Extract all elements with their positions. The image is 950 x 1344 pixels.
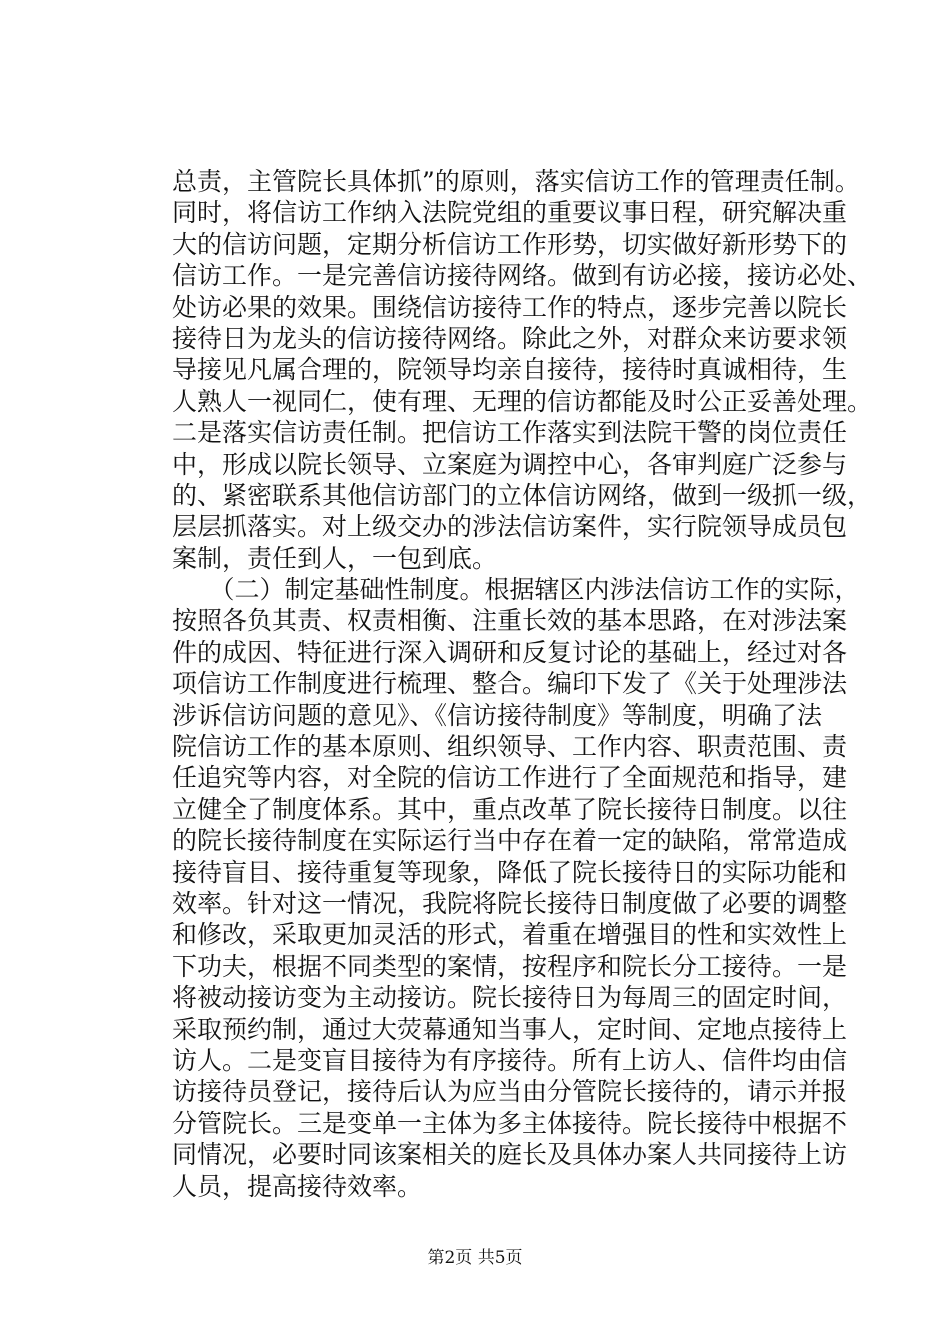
text-line: 和修改，采取更加灵活的形式，着重在增强目的性和实效性上 [172, 920, 848, 950]
text-line: 同时，将信访工作纳入法院党组的重要议事日程，研究解决重 [172, 198, 848, 228]
text-line: 立健全了制度体系。其中，重点改革了院长接待日制度。以往 [172, 794, 848, 824]
text-line: 下功夫，根据不同类型的案情，按程序和院长分工接待。一是 [172, 951, 848, 981]
text-line: 采取预约制，通过大荧幕通知当事人，定时间、定地点接待上 [172, 1014, 848, 1044]
text-line: 访接待员登记，接待后认为应当由分管院长接待的，请示并报 [172, 1077, 848, 1107]
text-line: 信访工作。一是完善信访接待网络。做到有访必接，接访必处、 [172, 261, 873, 291]
text-line: 人熟人一视同仁，使有理、无理的信访都能及时公正妥善处理。 [172, 386, 873, 416]
text-line: 接待日为龙头的信访接待网络。除此之外，对群众来访要求领 [172, 323, 848, 353]
text-line: 任追究等内容，对全院的信访工作进行了全面规范和指导，建 [172, 763, 848, 793]
text-line: 案制，责任到人，一包到底。 [172, 543, 498, 573]
text-line: 中，形成以院长领导、立案庭为调控中心，各审判庭广泛参与 [172, 449, 848, 479]
text-line: 层层抓落实。对上级交办的涉法信访案件，实行院领导成员包 [172, 512, 848, 542]
text-line: 访人。二是变盲目接待为有序接待。所有上访人、信件均由信 [172, 1045, 848, 1075]
text-line: 将被动接访变为主动接访。院长接待日为每周三的固定时间， [172, 983, 848, 1013]
text-line: 二是落实信访责任制。把信访工作落实到法院干警的岗位责任 [172, 418, 848, 448]
text-line: 人员，提高接待效率。 [172, 1171, 423, 1201]
text-line: 的院长接待制度在实际运行当中存在着一定的缺陷，常常造成 [172, 826, 848, 856]
text-line: 项信访工作制度进行梳理、整合。编印下发了《关于处理涉法 [172, 669, 848, 699]
text-line: 涉诉信访问题的意见》、《信访接待制度》等制度，明确了法 [172, 700, 823, 730]
text-line: 分管院长。三是变单一主体为多主体接待。院长接待中根据不 [172, 1108, 848, 1138]
text-line: 效率。针对这一情况，我院将院长接待日制度做了必要的调整 [172, 888, 848, 918]
text-line: 大的信访问题，定期分析信访工作形势，切实做好新形势下的 [172, 229, 848, 259]
text-line: 件的成因、特征进行深入调研和反复讨论的基础上，经过对各 [172, 637, 848, 667]
text-line: 同情况，必要时同该案相关的庭长及具体办案人共同接待上访 [172, 1140, 848, 1170]
body-text [172, 166, 873, 1202]
text-line: 导接见凡属合理的，院领导均亲自接待，接待时真诚相待，生 [172, 355, 848, 385]
text-line: 的、紧密联系其他信访部门的立体信访网络，做到一级抓一级， [172, 480, 873, 510]
text-line: 接待盲目、接待重复等现象，降低了院长接待日的实际功能和 [172, 857, 848, 887]
text-line: （二）制定基础性制度。根据辖区内涉法信访工作的实际， [172, 575, 860, 605]
text-line: 处访必果的效果。围绕信访接待工作的特点，逐步完善以院长 [172, 292, 848, 322]
page-number-footer: 第2页 共5页 [427, 1248, 523, 1268]
text-line: 院信访工作的基本原则、组织领导、工作内容、职责范围、责 [172, 732, 848, 762]
text-line: 按照各负其责、权责相衡、注重长效的基本思路，在对涉法案 [172, 606, 848, 636]
text-line: 总责，主管院长具体抓”的原则，落实信访工作的管理责任制。 [172, 167, 860, 196]
